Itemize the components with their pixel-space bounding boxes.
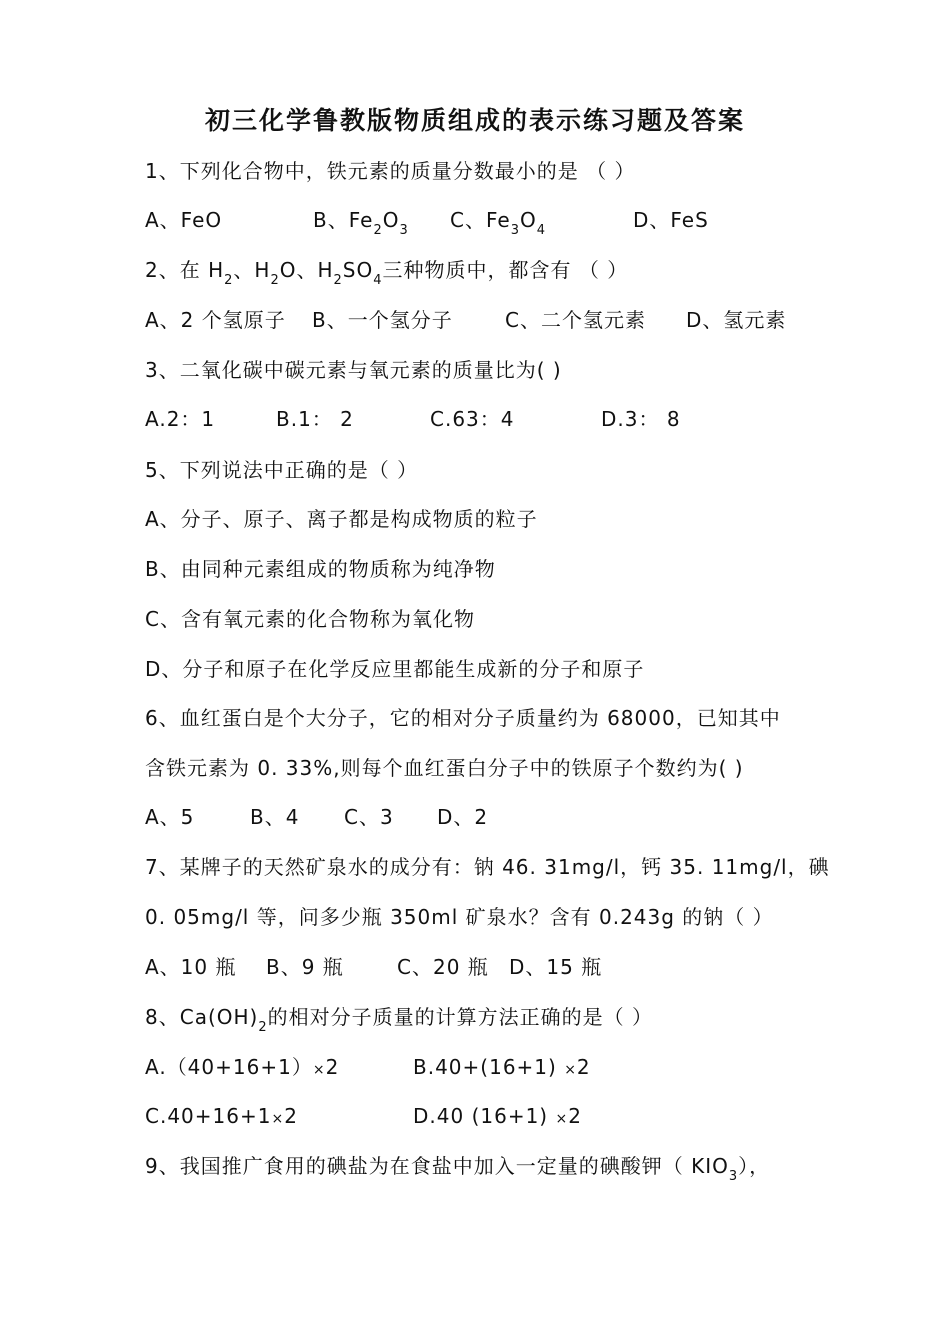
q2-option-a: A、2 个氢原子 — [145, 308, 286, 332]
q7-option-c: C、20 瓶 — [397, 955, 489, 979]
q8-option-c: C.40+16+1×2 — [145, 1104, 298, 1128]
question-1-stem: 1、下列化合物中，铁元素的质量分数最小的是 （ ） — [145, 159, 636, 183]
q5-option-b: B、由同种元素组成的物质称为纯净物 — [145, 557, 496, 581]
q5-option-a: A、分子、原子、离子都是构成物质的粒子 — [145, 507, 538, 531]
question-7-stem-line-2: 0. 05mg/l 等，问多少瓶 350ml 矿泉水？含有 0.243g 的钠（ ） — [145, 905, 774, 929]
q1-option-c: C、$Fe_3O_4$ — [450, 208, 546, 238]
q5-option-d: D、分子和原子在化学反应里都能生成新的分子和原子 — [145, 657, 645, 681]
question-7-stem-line-1: 7、某牌子的天然矿泉水的成分有：钠 46. 31mg/l，钙 35. 11mg/l，碘 — [145, 855, 830, 879]
question-5-stem: 5、下列说法中正确的是（ ） — [145, 458, 419, 482]
question-2-stem: 2、在 $H_2$、$H_2O$、$H_2SO_4$三种物质中，都含有 （ ） — [145, 258, 629, 288]
q8-option-b: B.40+(16+1) ×2 — [413, 1055, 591, 1079]
q3-option-c: C.63：4 — [430, 407, 515, 431]
q3-option-b: B.1： 2 — [276, 407, 354, 431]
question-6-stem-line-2: 含铁元素为 0. 33%,则每个血红蛋白分子中的铁原子个数约为( ) — [145, 756, 744, 780]
question-9-stem: 9、我国推广食用的碘盐为在食盐中加入一定量的碘酸钾（ $KIO_3$）， — [145, 1154, 771, 1184]
q1-option-d: D、FeS — [633, 208, 709, 232]
q6-option-d: D、2 — [437, 805, 489, 829]
q3-option-a: A.2：1 — [145, 407, 216, 431]
q1-option-a: A、FeO — [145, 208, 223, 232]
q7-option-a: A、10 瓶 — [145, 955, 237, 979]
q6-option-a: A、5 — [145, 805, 195, 829]
q2-option-d: D、氢元素 — [686, 308, 787, 332]
page-title: 初三化学鲁教版物质组成的表示练习题及答案 — [204, 106, 745, 135]
q7-option-b: B、9 瓶 — [266, 955, 344, 979]
q2-option-b: B、一个氢分子 — [312, 308, 453, 332]
q1-option-b: B、$Fe_2O_3$ — [313, 208, 409, 238]
q5-option-c: C、含有氧元素的化合物称为氧化物 — [145, 607, 475, 631]
q8-option-d: D.40 (16+1) ×2 — [413, 1104, 582, 1128]
q6-option-c: C、3 — [344, 805, 394, 829]
question-6-stem-line-1: 6、血红蛋白是个大分子，它的相对分子质量约为 68000，已知其中 — [145, 706, 781, 730]
question-8-stem: 8、$Ca(OH)_2$的相对分子质量的计算方法正确的是（ ） — [145, 1005, 653, 1035]
q7-option-d: D、15 瓶 — [509, 955, 603, 979]
question-3-stem: 3、二氧化碳中碳元素与氧元素的质量比为( ) — [145, 358, 562, 382]
q3-option-d: D.3： 8 — [601, 407, 681, 431]
q2-option-c: C、二个氢元素 — [505, 308, 646, 332]
q8-option-a: A.（40+16+1）×2 — [145, 1055, 340, 1079]
q6-option-b: B、4 — [250, 805, 300, 829]
